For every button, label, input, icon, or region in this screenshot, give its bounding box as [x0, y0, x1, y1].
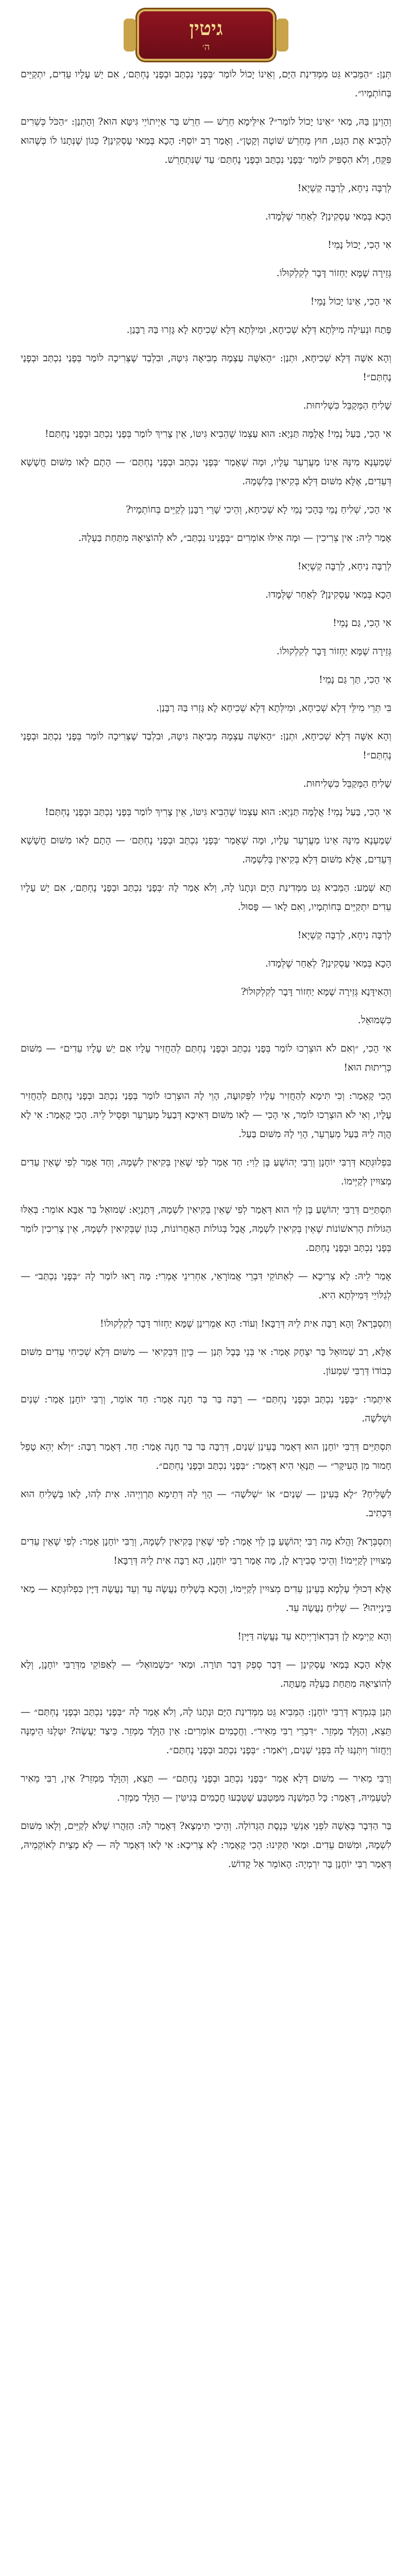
text-paragraph: שְׁמַעְנָא מִינָּהּ אֵינוֹ מַעֲרְעֵר עָלָיו, וּמָה שֶׁאָמַר ׳בְּפָנַי נִכְתַּב וּבְפָנַי נֶחְתַּם׳ — הָתָם לָאו מִשּׁוּם חֲשָׁשָׁא דְּעֵדִים, אֶלָּא מִשּׁוּם דְּלָא בְּקִיאִין בְּלִשְׁמָהּ. [21, 456, 391, 487]
text-paragraph: לַשָּׁלִיחַ? ״לָא בְּעִינַן — שְׁנַיִם״ אוֹ ״שְׁלֹשָׁה״ — הָוֵי לָהּ דְּתֵימָא תַּרְוַיְיהוּ. אִית לְהוּ, לָאו בְּשָׁלִיחַ הוּא דִּכְתִיב. [21, 1488, 391, 1519]
text-paragraph: תִּסְתַּיֵּים דְּרַבִּי יְהוֹשֻׁעַ בֶּן לֵוִי הוּא דְּאָמַר לְפִי שֶׁאֵין בְּקִיאִין לִשְׁמָהּ, דְּתַנְיָא: שְׁמוּאֵל בַּר אַבָּא אוֹמֵר: בְּאֵלּוּ הַגּוֹלוֹת הָרִאשׁוֹנוֹת שֶׁאֵין בְּקִיאִין לִשְׁמָהּ, אֲבָל בְּגוֹלוֹת הָאַחֲרוֹנוֹת, כְּגוֹן שֶׁבְּקִיאִין לִשְׁמָהּ, אֵין צְרִיכִין לוֹמַר בְּפָנַי נִכְתַּב וּבְפָנַי נֶחְתַּם. [21, 1204, 391, 1253]
tractate-title: גיטין [189, 16, 223, 40]
text-paragraph: אִי הָכִי, בַּעַל נָמֵי! אֲלָמָּה תַּנְיָא: הוּא עַצְמוֹ שֶׁהֵבִיא גִּיטּוֹ, אֵין צָרִיךְ לוֹמַר בְּפָנַי נִכְתַּב וּבְפָנַי נֶחְתַּם! [44, 428, 391, 439]
text-paragraph: אִי הָכִי, אֵינוֹ יָכוֹל נָמֵי! [310, 296, 391, 307]
text-paragraph: אָמַר לֵיהּ: אִין צְרִיכִין — וּמָה אִילּוּ אוֹמְרִים ״בְּפָנֵינוּ נִכְתַּב״, לֹא לְהוֹצִיאָהּ מִתַּחַת בַּעְלָהּ. [78, 532, 391, 544]
tractate-banner [139, 11, 273, 59]
text-paragraph: אֶלָּא הָכָא בְּמַאי עָסְקִינַן — דְּבַר סְפֵק דְּבַר תּוֹרָה. וּמַאי ״כִּשְׁמוּאֵל״ — לְאַפּוֹקֵי מִדְּרַבִּי יוֹחָנָן, וְלָא לְהוֹצִיאָהּ מִתַּחַת בַּעְלָהּ מֵעַתָּה. [21, 1659, 391, 1689]
text-paragraph: הָכִי קָאָמַר: וְכִי תִּימָא לְהַחֲזִיר עָלָיו לִפְּקוּעָה, הָוֵי לָהּ הוּצְרְכוּ לוֹמַר בְּפָנַי נִכְתַּב וּבְפָנַי נֶחְתַּם לְהַחֲזִיר עָלָיו, וְאִי לֹא הוּצְרְכוּ לוֹמַר, אִי הָכִי — לָאו מִשּׁוּם דְּאִיכָּא דְּבַעַל מְעַרְעֵר וּפָסֵיל לֵיהּ. הָכִי קָאָמַר: אִי לָא הֲוָה לֵיהּ בַּעַל מְעַרְעֵר, הָוֵי לָהּ מִשּׁוּם בַּעַל. [21, 1090, 391, 1140]
talmud-text [21, 65, 391, 1874]
text-paragraph: אִי הָכִי, יָכוֹל נָמֵי! [328, 239, 391, 250]
text-paragraph: אִי הָכִי, גַּם נָמֵי! [333, 617, 391, 629]
text-paragraph: וְתִסְבְּרָא? וְהָא רַבָּה אִית לֵיהּ דְּרַבָּא! וְעוֹד: הָא אַמְרִינַן שֶׁמָּא יַחְזוֹר דָּבָר לְקִלְקוּלוֹ! [99, 1318, 391, 1329]
text-paragraph: שָׁלִיחַ הַמְּקַבֵּל כִּשְׁלִיחוּת. [303, 778, 391, 789]
text-paragraph: פֶּתַח וּנְעִילָה מִילְּתָא דְּלָא שְׁכִיחָא, וּמִילְּתָא דְּלָא שְׁכִיחָא לָא גָּזְרוּ בַּהּ רַבָּנַן. [126, 324, 391, 335]
text-paragraph: תְּנַן: ״הַמֵּבִיא גֵּט מִמְּדִינַת הַיָּם, וְאֵינוֹ יָכוֹל לוֹמַר ׳בְּפָנַי נִכְתַּב וּבְפָנַי נֶחְתַּם׳, אִם יֵשׁ עָלָיו עֵדִים, יִתְקַיֵּים בְּחוֹתְמָיו״. [21, 69, 391, 99]
text-paragraph: בַּר הַדְּבָר בְּאָשָׁה לִפְנֵי אַנְשֵׁי כְּנֶסֶת הַגְּדוֹלָה. וְהֵיכִי תִּימְצָא? דְּאָמַר לָהּ: הַזַּהֲרוּ שֶׁלֹּא לְקַיֵּים, וְלָאו מִשּׁוּם לִשְׁמָהּ, וּמִשּׁוּם עֵדִים. וּמַאי תַּקִּינוּ: הָכִי קָאָמַר: לָא צְרִיכָא: אִי לָאו דְּאָמַר לָהּ — לָא מָצֵית לְאוֹקְמֵיהּ, דְּאָמַר רַבִּי יוֹחָנָן בַּר יִרְמְיָה: הָאוֹמֵר אֵל קָדוֹשׁ. [21, 1820, 391, 1870]
text-paragraph: לְרַבָּה נִיחָא, לְרַבָּה קַשְׁיָא! [297, 929, 391, 941]
text-paragraph: אִי הָכִי, בַּעַל נָמֵי! אֲלָמָּה תַּנְיָא: הוּא עַצְמוֹ שֶׁהֵבִיא גִּיטּוֹ, אֵין צָרִיךְ לוֹמַר בְּפָנַי נִכְתַּב וּבְפָנַי נֶחְתַּם! [44, 806, 391, 818]
text-paragraph: אִי הָכִי, שְׁלִיחַ נָמֵי בְּהָכִי נָמֵי לָא שְׁכִיחָא, וְהֵיכִי שָׁרֵי רַבָּנַן לְקַיֵּים בְּחוֹתְמָיו? [126, 504, 391, 515]
text-paragraph: גְּזֵירָה שֶׁמָּא יַחְזוֹר דָּבָר לְקִלְקוּלוֹ. [276, 267, 391, 279]
text-paragraph: הָכָא בְּמַאי עָסְקִינַן? לְאַחַר שֶׁלְּמָדוּ. [265, 958, 391, 969]
text-paragraph: אִי הָכִי, תַּרְ גַּם נָמֵי! [319, 674, 391, 685]
text-paragraph: לְרַבָּה נִיחָא, לְרַבָּה קַשְׁיָא! [297, 561, 391, 572]
text-paragraph: אִי הָכִי, ״וְאִם לֹא הוּצְרְכוּ לוֹמַר בְּפָנַי נִכְתַּב וּבְפָנַי נֶחְתַּם לְהַחֲזִיר עָלָיו אִם יֵשׁ עָלָיו עֵדִים״ — מִשּׁוּם כְּרֵיתוּת הוּא! [21, 1043, 391, 1073]
text-paragraph: וְרַבִּי מֵאִיר — מִשּׁוּם דְּלָא אָמַר ״בְּפָנַי נִכְתַּב וּבְפָנַי נֶחְתַּם״ — תֵּצֵא, וְהַוָּלָד מַמְזֵר? אִין, רַבִּי מֵאִיר לְטַעְמֵיהּ, דְּאָמַר: כָּל הַמְשַׁנֶּה מִמַּטְבֵּעַ שֶׁטָּבְעוּ חֲכָמִים בְּגִיטִּין — הַוָּלָד מַמְזֵר. [21, 1773, 391, 1803]
text-paragraph: בִּפְלוּגְתָּא דְּרַבִּי יוֹחָנָן וְרַבִּי יְהוֹשֻׁעַ בֶּן לֵוִי: חַד אָמַר לְפִי שֶׁאֵין בְּקִיאִין לִשְׁמָהּ, וְחַד אָמַר לְפִי שֶׁאֵין עֵדִים מְצוּיִין לְקַיְּימוֹ. [21, 1157, 391, 1187]
text-paragraph: אֶלָּא דְּכוּלֵּי עָלְמָא בְּעֵינַן עֵדִים מְצוּיִין לְקַיְּימוֹ, וְהָכָא בְּשָׁלִיחַ נַעֲשֶׂה עֵד וְעֵד נַעֲשֶׂה דַּיָּין כִּפְלוּגְתָּא — מַאי בֵּינַיְיהוּ? — שְׁלִיחַ נַעֲשֶׂה עֵד. [21, 1583, 391, 1614]
text-paragraph: הָכָא בְּמַאי עָסְקִינַן? לְאַחַר שֶׁלְּמָדוּ. [265, 211, 391, 222]
text-paragraph: בִּי תְּרֵי מִילֵּי דְּלָא שְׁכִיחָא, וּמִילְּתָא דְּלָא שְׁכִיחָא לָא גָּזְרוּ בַּהּ רַבָּנַן. [156, 702, 391, 714]
text-paragraph: כִּשְׁמוּאֵל. [357, 1014, 391, 1026]
text-paragraph: תָּא שְׁמַע: הַמֵּבִיא גֵּט מִמְּדִינַת הַיָּם וּנְתָנוֹ לָהּ, וְלֹא אָמַר לָהּ ׳בְּפָנַי נִכְתַּב וּבְפָנַי נֶחְתַּם׳, אִם יֵשׁ עָלָיו עֵדִים יִתְקַיֵּים בְּחוֹתְמָיו, וְאִם לָאו — פָּסוּל. [21, 882, 391, 912]
text-paragraph: גְּזֵירָה שֶׁמָּא יַחְזוֹר דָּבָר לְקִלְקוּלוֹ. [276, 646, 391, 657]
text-paragraph: תִּסְתַּיֵּים דְּרַבִּי יוֹחָנָן הוּא דְּאָמַר בָּעֵינַן שְׁנַיִם, דְּרַבָּה בַּר בַּר חָנָה אָמַר: חַד. דְּאָמַר רַבָּה: ״וְלֹא יְהֵא טָפֵל חָמוּר מִן הָעִיקָּר״ — תַּנָּאֵי הִיא דְּאָמַר: ״בְּפָנַי נִכְתַּב וּבְפָנַי נֶחְתַּם״. [21, 1441, 391, 1471]
page [0, 11, 412, 2576]
text-paragraph: לְרַבָּה נִיחָא, לְרַבָּה קַשְׁיָא! [297, 182, 391, 194]
text-paragraph: הָכָא בְּמַאי עָסְקִינַן? לְאַחַר שֶׁלְּמָדוּ. [265, 589, 391, 600]
text-paragraph: שָׁלִיחַ הַמְּקַבֵּל כִּשְׁלִיחוּת. [303, 400, 391, 411]
text-paragraph: וְהָאִידָּנָא גְּזֵירָה שֶׁמָּא יַחְזוֹר דָּבָר לְקִלְקוּלוֹ? [241, 986, 391, 997]
text-paragraph: אֶלָּא, רַב שְׁמוּאֵל בַּר יִצְחָק אָמַר: אִי בְּנֵי בָּבֶל תְּנַן — כֵּיוָן דִּבְקִיאִי — מִשּׁוּם דְּלָא שְׁכִיחִי עֵדִים מִשּׁוּם כְּבוֹדוֹ דְּרַבִּי שִׁמְעוֹן. [21, 1346, 391, 1377]
daf-number: ה׳ [202, 42, 210, 53]
text-paragraph: וְהָא אִשָּׁה דְּלָא שְׁכִיחָא, וּתְנַן: ״הָאִשָּׁה עַצְמָהּ מְבִיאָה גִּיטָּהּ, וּבִלְבַד שֶׁצְּרִיכָה לוֹמַר בְּפָנַי נִכְתַּב וּבְפָנַי נֶחְתַּם״! [21, 731, 391, 761]
text-paragraph: וְהָוֵינַן בַּהּ, מַאי ״אֵינוֹ יָכוֹל לוֹמַר״? אִילֵּימָא חֵרֵשׁ — חֵרֵשׁ בַּר אַיְיתוֹיֵי גִּיטָּא הוּא? וְהָתְנַן: ״הַכֹּל כְּשֵׁרִים לְהָבִיא אֶת הַגֵּט, חוּץ מֵחֵרֵשׁ שׁוֹטֶה וְקָטָן״. וְאָמַר רַב יוֹסֵף: הָכָא בְּמַאי עָסְקִינַן? כְּגוֹן שֶׁנְּתָנוֹ לוֹ כְּשֶׁהוּא פִּקֵּחַ, וְלֹא הִסְפִּיק לוֹמַר ׳בְּפָנַי נִכְתַּב וּבְפָנַי נֶחְתַּם׳ עַד שֶׁנִּתְחָרֵשׁ. [21, 116, 391, 165]
text-paragraph: וְהָא אִשָּׁה דְּלָא שְׁכִיחָא, וּתְנַן: ״הָאִשָּׁה עַצְמָהּ מְבִיאָה גִּיטָּהּ, וּבִלְבַד שֶׁצְּרִיכָה לוֹמַר בְּפָנַי נִכְתַּב וּבְפָנַי נֶחְתַּם״! [21, 352, 391, 383]
text-paragraph: וְהָא קַיְימָא לָן דְּבִדְאוֹרָיְיתָא עֵד נַעֲשֶׂה דַּיָּין! [237, 1631, 391, 1642]
text-paragraph: וְתִסְבְּרָא? וַהֲלֹא מָה רַבִּי יְהוֹשֻׁעַ בֶּן לֵוִי אָמַר: לְפִי שֶׁאֵין בְּקִיאִין לִשְׁמָהּ, וְרַבִּי יוֹחָנָן אָמַר: לְפִי שֶׁאֵין עֵדִים מְצוּיִין לְקַיְּימוֹ! וְהֵיכִי סְבִירָא לָן, מָה אָמַר רַבִּי יוֹחָנָן, הָא רַבָּה אִית לֵיהּ דְּרַבָּא! [21, 1536, 391, 1566]
text-paragraph: שְׁמַעְנָא מִינָּהּ אֵינוֹ מַעֲרְעֵר עָלָיו, וּמָה שֶׁאָמַר ׳בְּפָנַי נִכְתַּב וּבְפָנַי נֶחְתַּם׳ — הָתָם לָאו מִשּׁוּם חֲשָׁשָׁא דְּעֵדִים, אֶלָּא מִשּׁוּם דְּלָא בְּקִיאִין בְּלִשְׁמָהּ. [21, 835, 391, 865]
text-paragraph: אִיתְּמַר: ״בְּפָנַי נִכְתַּב וּבְפָנַי נֶחְתַּם״ — רַבָּה בַּר בַּר חָנָה אָמַר: חַד אוֹמֵר, וְרַבִּי יוֹחָנָן אָמַר: שְׁנַיִם וּשְׁלֹשָׁה. [21, 1394, 391, 1424]
text-paragraph: אָמַר לֵיהּ: לָא צְרִיכָא — לְאַתּוֹקֵי דִּבְרֵי אֲמוֹרָאֵי, אַחְרִינֵי אָמְרִי: מָה רָאוּ לוֹמַר לָהּ ״בְּפָנַי נִכְתַּב״ — לְגַלּוֹיֵי דְּמִילְּתָא הִיא. [21, 1270, 391, 1301]
text-paragraph: תְּנַן בְּגִמְרָא דְּרַבִּי יוֹחָנָן: הַמֵּבִיא גֵּט מִמְּדִינַת הַיָּם וּנְתָנוֹ לָהּ, וְלֹא אָמַר לָהּ ״בְּפָנַי נִכְתַּב וּבְפָנַי נֶחְתַּם״ — תֵּצֵא, וְהַוָּלָד מַמְזֵר. ״דִּבְרֵי רַבִּי מֵאִיר״. וַחֲכָמִים אוֹמְרִים: אֵין הַוָּלָד מַמְזֵר. כֵּיצַד יַעֲשֶׂה? יִטְּלֶנּוּ הֵימֶנָּה וְיַחֲזוֹר וְיִתְּנֶנּוּ לָהּ בִּפְנֵי שְׁנַיִם, וְיֹאמַר: ״בְּפָנַי נִכְתַּב וּבְפָנַי נֶחְתַּם״. [21, 1706, 392, 1756]
